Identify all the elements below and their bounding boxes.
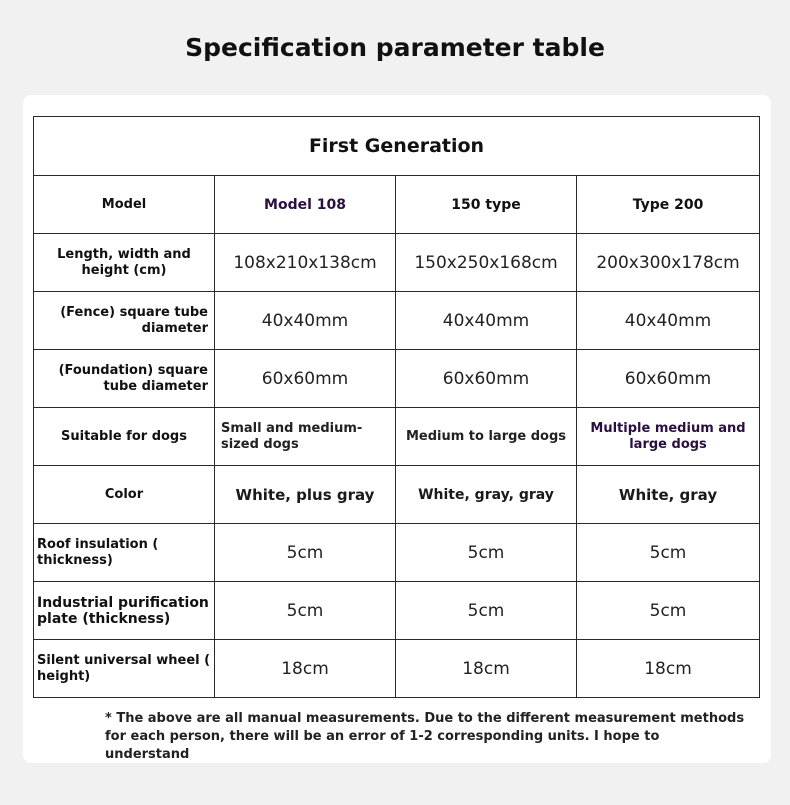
row-label: Suitable for dogs [34, 408, 215, 466]
cell-value: 18cm [577, 640, 760, 698]
table-row-fence-tube [34, 292, 760, 350]
model-150-header: 150 type [396, 176, 577, 234]
table-row-purification-plate [34, 582, 760, 640]
cell-value: 40x40mm [215, 292, 396, 350]
row-label: (Fence) square tube diameter [34, 292, 215, 350]
cell-value: 5cm [215, 582, 396, 640]
cell-value: Multiple medium and large dogs [577, 408, 760, 466]
cell-value: 5cm [577, 524, 760, 582]
row-label: (Foundation) square tube diameter [34, 350, 215, 408]
table-row-wheel-height [34, 640, 760, 698]
page-title: Specification parameter table [185, 33, 605, 62]
cell-value: Small and medium-sized dogs [215, 408, 396, 466]
footnote: * The above are all manual measurements. Due to the different measurement methods for each person, there will be an error of 1-2 corresponding units. I hope to understand [105, 711, 745, 762]
cell-value: 40x40mm [577, 292, 760, 350]
cell-value: 18cm [396, 640, 577, 698]
cell-value: White, plus gray [215, 466, 396, 524]
row-label: Color [34, 466, 215, 524]
cell-value: 40x40mm [396, 292, 577, 350]
cell-value: 150x250x168cm [396, 234, 577, 292]
table-row-dimensions [34, 234, 760, 292]
cell-value: 5cm [577, 582, 760, 640]
cell-value: 5cm [396, 524, 577, 582]
cell-value: 5cm [396, 582, 577, 640]
model-200-header: Type 200 [577, 176, 760, 234]
generation-header: First Generation [34, 117, 760, 176]
cell-value: White, gray [577, 466, 760, 524]
table-row-color [34, 466, 760, 524]
cell-value: 60x60mm [577, 350, 760, 408]
cell-value: 108x210x138cm [215, 234, 396, 292]
spec-table [33, 116, 760, 698]
cell-value: 60x60mm [396, 350, 577, 408]
model-108-header: Model 108 [215, 176, 396, 234]
row-label: Silent universal wheel ( height) [34, 640, 215, 698]
table-row-suitable-dogs [34, 408, 760, 466]
cell-value: Medium to large dogs [396, 408, 577, 466]
row-label: Roof insulation ( thickness) [34, 524, 215, 582]
model-label: Model [34, 176, 215, 234]
row-label: Industrial purification plate (thickness) [34, 582, 215, 640]
cell-value: 5cm [215, 524, 396, 582]
table-row-model [34, 176, 760, 234]
row-label: Length, width and height (cm) [34, 234, 215, 292]
cell-value: 200x300x178cm [577, 234, 760, 292]
cell-value: White, gray, gray [396, 466, 577, 524]
table-row-foundation-tube [34, 350, 760, 408]
cell-value: 18cm [215, 640, 396, 698]
cell-value: 60x60mm [215, 350, 396, 408]
table-row-roof-insulation [34, 524, 760, 582]
